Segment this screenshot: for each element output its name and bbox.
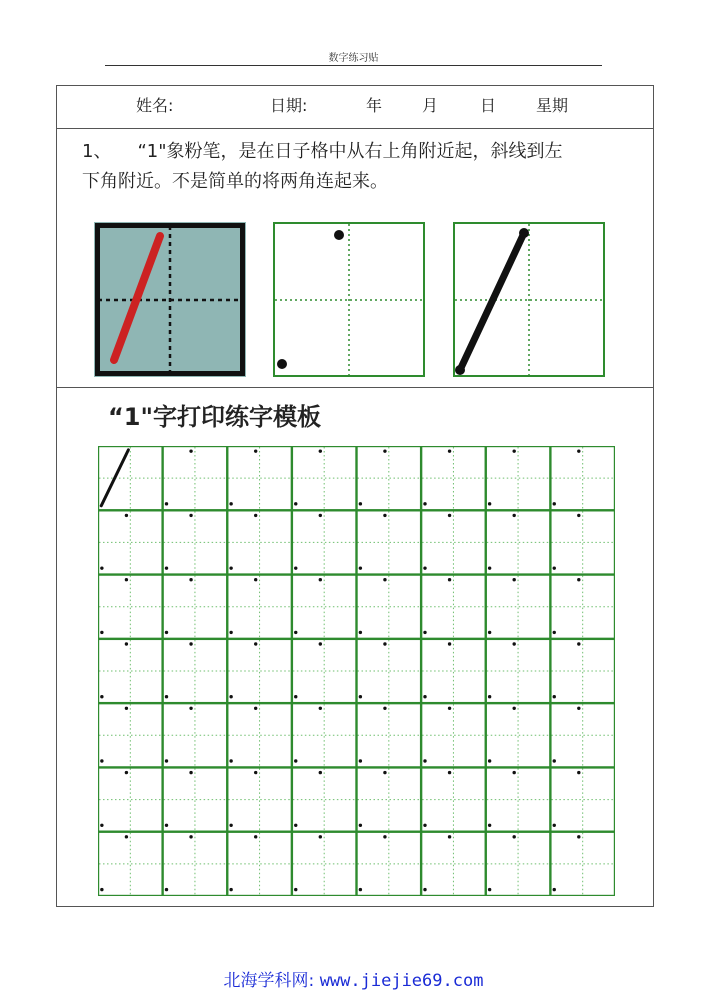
practice-end-dot <box>553 759 556 762</box>
practice-start-dot <box>189 578 192 581</box>
practice-start-dot <box>577 707 580 710</box>
practice-start-dot <box>512 578 515 581</box>
practice-start-dot <box>577 771 580 774</box>
stroke-start-dot <box>519 228 529 238</box>
practice-end-dot <box>423 824 426 827</box>
instruction-line-1 <box>82 137 642 167</box>
practice-start-dot <box>512 449 515 452</box>
practice-start-dot <box>512 835 515 838</box>
practice-end-dot <box>359 695 362 698</box>
completed-stroke-grid <box>453 222 605 377</box>
practice-end-dot <box>488 824 491 827</box>
practice-start-dot <box>448 707 451 710</box>
practice-start-dot <box>319 449 322 452</box>
practice-end-dot <box>229 695 232 698</box>
practice-start-dot <box>383 642 386 645</box>
practice-start-dot <box>189 449 192 452</box>
practice-end-dot <box>423 631 426 634</box>
practice-end-dot <box>100 631 103 634</box>
practice-end-dot <box>165 695 168 698</box>
practice-start-dot <box>125 771 128 774</box>
practice-end-dot <box>229 759 232 762</box>
month-label: 月 <box>422 96 439 115</box>
practice-end-dot <box>294 695 297 698</box>
practice-start-dot <box>448 578 451 581</box>
start-point-dot <box>334 230 344 240</box>
practice-start-dot <box>254 835 257 838</box>
practice-end-dot <box>553 566 556 569</box>
practice-end-dot <box>359 502 362 505</box>
practice-start-dot <box>448 449 451 452</box>
practice-end-dot <box>165 759 168 762</box>
footer-site-name: 北海学科网: <box>223 971 315 991</box>
practice-end-dot <box>294 566 297 569</box>
practice-start-dot <box>319 835 322 838</box>
practice-end-dot <box>100 888 103 891</box>
practice-end-dot <box>488 888 491 891</box>
practice-start-dot <box>512 707 515 710</box>
practice-start-dot <box>125 642 128 645</box>
practice-end-dot <box>553 631 556 634</box>
practice-start-dot <box>577 578 580 581</box>
practice-start-dot <box>125 835 128 838</box>
practice-start-dot <box>189 771 192 774</box>
practice-start-dot <box>254 449 257 452</box>
practice-start-dot <box>319 514 322 517</box>
practice-start-dot <box>254 578 257 581</box>
info-row-divider <box>56 128 654 129</box>
practice-end-dot <box>100 824 103 827</box>
instruction-line-1-text: “1"象粉笔，是在日子格中从右上角附近起，斜线到左 <box>137 141 563 162</box>
practice-end-dot <box>488 631 491 634</box>
practice-end-dot <box>488 695 491 698</box>
practice-start-dot <box>577 642 580 645</box>
start-end-points-grid <box>273 222 425 377</box>
practice-start-dot <box>448 835 451 838</box>
practice-start-dot <box>254 514 257 517</box>
instruction-text <box>82 137 642 197</box>
practice-end-dot <box>359 824 362 827</box>
practice-end-dot <box>229 888 232 891</box>
practice-end-dot <box>165 888 168 891</box>
instruction-line-2: 下角附近。不是简单的将两角连起来。 <box>82 171 388 192</box>
practice-grid <box>98 446 615 896</box>
practice-start-dot <box>189 707 192 710</box>
practice-start-dot <box>254 642 257 645</box>
year-label: 年 <box>366 96 383 115</box>
practice-end-dot <box>423 502 426 505</box>
practice-end-dot <box>488 566 491 569</box>
practice-start-dot <box>448 514 451 517</box>
practice-start-dot <box>448 771 451 774</box>
practice-start-dot <box>383 707 386 710</box>
practice-start-dot <box>189 642 192 645</box>
practice-end-dot <box>488 759 491 762</box>
practice-start-dot <box>512 514 515 517</box>
practice-end-dot <box>553 888 556 891</box>
stroke-end-dot <box>455 365 465 375</box>
practice-start-dot <box>125 514 128 517</box>
practice-end-dot <box>100 759 103 762</box>
practice-end-dot <box>294 824 297 827</box>
practice-start-dot <box>319 707 322 710</box>
practice-end-dot <box>294 759 297 762</box>
practice-start-dot <box>383 771 386 774</box>
practice-end-dot <box>423 888 426 891</box>
footer-url[interactable]: www.jiejie69.com <box>319 971 484 991</box>
practice-start-dot <box>319 771 322 774</box>
practice-end-dot <box>294 888 297 891</box>
document-title: 数字练习贴 <box>328 53 379 64</box>
title-underline <box>105 65 602 66</box>
practice-start-dot <box>189 514 192 517</box>
practice-end-dot <box>294 631 297 634</box>
practice-start-dot <box>383 835 386 838</box>
chalk-demo-grid <box>94 222 246 377</box>
practice-start-dot <box>125 578 128 581</box>
instruction-number: 1、 <box>82 141 112 162</box>
name-label: 姓名: <box>136 96 174 115</box>
section-divider <box>56 387 654 388</box>
practice-end-dot <box>165 824 168 827</box>
practice-start-dot <box>512 642 515 645</box>
practice-end-dot <box>100 695 103 698</box>
practice-end-dot <box>359 566 362 569</box>
practice-end-dot <box>423 759 426 762</box>
practice-start-dot <box>125 707 128 710</box>
practice-end-dot <box>165 631 168 634</box>
practice-start-dot <box>577 514 580 517</box>
practice-end-dot <box>359 759 362 762</box>
practice-start-dot <box>383 514 386 517</box>
practice-end-dot <box>229 502 232 505</box>
practice-end-dot <box>359 888 362 891</box>
day-label: 日 <box>480 96 497 115</box>
practice-start-dot <box>319 578 322 581</box>
practice-end-dot <box>229 566 232 569</box>
practice-start-dot <box>577 835 580 838</box>
end-point-dot <box>277 359 287 369</box>
practice-start-dot <box>254 707 257 710</box>
practice-start-dot <box>448 642 451 645</box>
practice-end-dot <box>488 502 491 505</box>
footer <box>0 966 707 991</box>
practice-template-title: “1"字打印练字模板 <box>108 403 321 431</box>
practice-end-dot <box>423 695 426 698</box>
practice-end-dot <box>100 566 103 569</box>
practice-start-dot <box>319 642 322 645</box>
practice-end-dot <box>553 695 556 698</box>
practice-end-dot <box>165 566 168 569</box>
practice-start-dot <box>254 771 257 774</box>
practice-start-dot <box>577 449 580 452</box>
practice-start-dot <box>383 449 386 452</box>
practice-end-dot <box>553 502 556 505</box>
practice-end-dot <box>165 502 168 505</box>
practice-end-dot <box>229 824 232 827</box>
practice-end-dot <box>553 824 556 827</box>
date-label: 日期: <box>270 96 308 115</box>
practice-end-dot <box>294 502 297 505</box>
practice-start-dot <box>383 578 386 581</box>
practice-end-dot <box>359 631 362 634</box>
weekday-label: 星期 <box>536 96 569 115</box>
practice-start-dot <box>512 771 515 774</box>
practice-end-dot <box>423 566 426 569</box>
practice-end-dot <box>229 631 232 634</box>
practice-start-dot <box>189 835 192 838</box>
